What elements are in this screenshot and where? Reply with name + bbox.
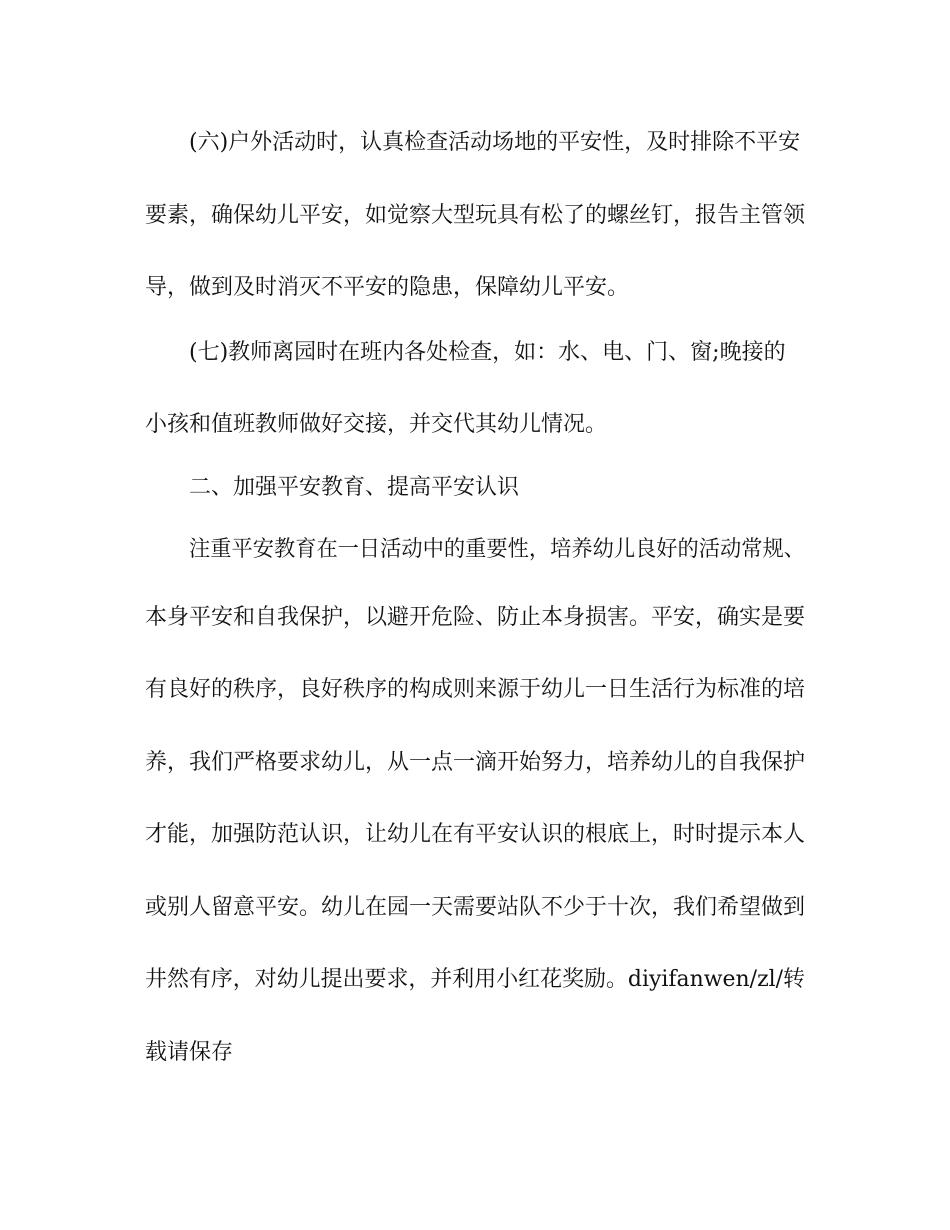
text-line bbox=[0, 128, 950, 158]
line-text: 井然有序，对幼儿提出要求，并利用小红花奖励。diyifanwen/zl/转 bbox=[145, 967, 805, 992]
text-line bbox=[0, 535, 950, 565]
section-heading bbox=[0, 473, 950, 503]
text-line bbox=[0, 965, 950, 995]
line-text: 注重平安教育在一日活动中的重要性，培养幼儿良好的活动常规、 bbox=[189, 537, 805, 562]
text-line bbox=[0, 338, 950, 368]
text-line bbox=[0, 603, 950, 633]
text-line bbox=[0, 201, 950, 231]
line-text: 小孩和值班教师做好交接，并交代其幼儿情况。 bbox=[145, 412, 608, 437]
line-text: 导，做到及时消灭不平安的隐患，保障幼儿平安。 bbox=[145, 275, 630, 300]
text-line bbox=[0, 410, 950, 440]
text-line bbox=[0, 1038, 950, 1068]
line-text: 或别人留意平安。幼儿在园一天需要站队不少于十次，我们希望做到 bbox=[145, 895, 805, 920]
line-text: 本身平安和自我保护，以避开危险、防止本身损害。平安，确实是要 bbox=[145, 605, 805, 630]
heading-text: 二、加强平安教育、提高平安认识 bbox=[189, 475, 520, 500]
line-text: 要素，确保幼儿平安，如觉察大型玩具有松了的螺丝钉，报告主管领 bbox=[145, 203, 805, 228]
text-line bbox=[0, 893, 950, 923]
text-line bbox=[0, 748, 950, 778]
text-line bbox=[0, 820, 950, 850]
line-text: 载请保存 bbox=[145, 1040, 234, 1065]
text-line bbox=[0, 273, 950, 303]
text-line bbox=[0, 675, 950, 705]
line-text: 有良好的秩序，良好秩序的构成则来源于幼儿一日生活行为标准的培 bbox=[145, 677, 805, 702]
line-text: (七)教师离园时在班内各处检查，如：水、电、门、窗;晚接的 bbox=[189, 340, 786, 365]
line-text: 才能，加强防范认识，让幼儿在有平安认识的根底上，时时提示本人 bbox=[145, 822, 805, 847]
line-text: (六)户外活动时，认真检查活动场地的平安性，及时排除不平安 bbox=[189, 130, 801, 155]
line-text: 养，我们严格要求幼儿，从一点一滴开始努力，培养幼儿的自我保护 bbox=[145, 750, 805, 775]
